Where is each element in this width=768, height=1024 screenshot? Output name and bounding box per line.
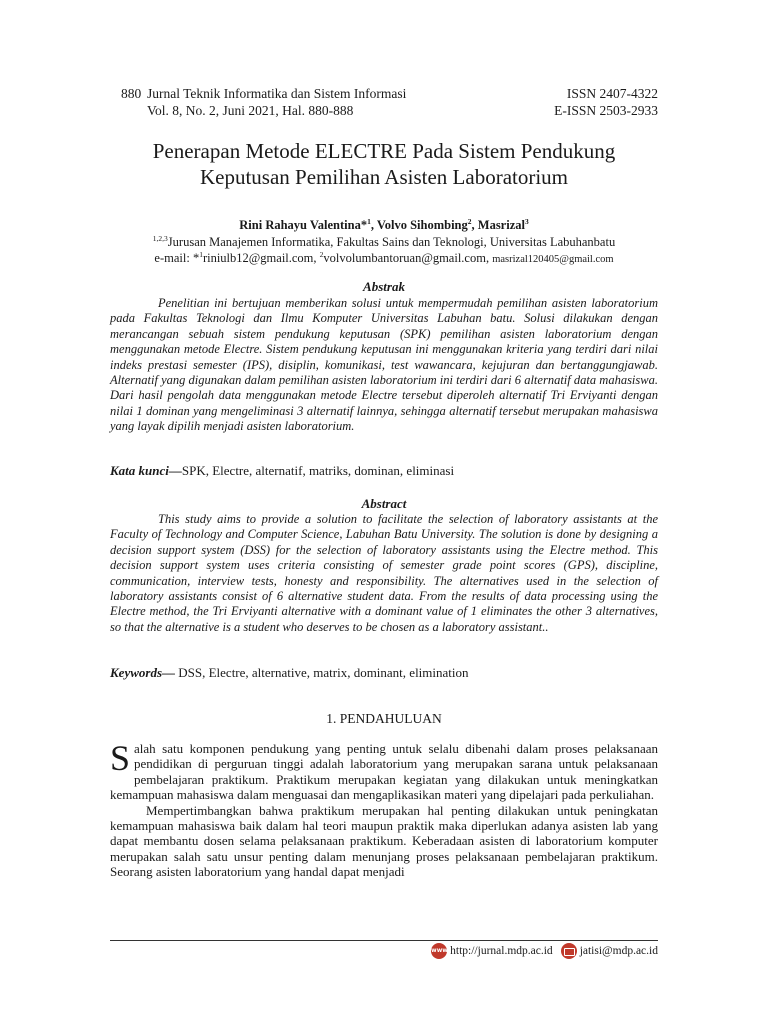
- journal-name: Jurnal Teknik Informatika dan Sistem Informasi: [147, 86, 407, 101]
- www-globe-icon: [431, 943, 447, 959]
- body-text: [110, 738, 658, 880]
- abstract-text: This study aims to provide a solution to facilitate the selection of laboratory assistants at the Faculty of Technology and Computer Science, Labuhan Batu University. The solution is done by designing a decision support system (DSS) for the selection of laboratory assistants using the Electre method. This decision support system uses criteria consisting of semester grade point scores (GPS), discipline, communication, interview tests, honesty and responsibility. The alternatives used in the selection of laboratory assistants consist of 6 alternative student data. From the results of data processing using the Electre method, the Tri Erviyanti alternative with a dominant value of 1 eliminates the other 3 alternatives, so that the alternative is a student who deserves to be chosen as a laboratory assistant..: [110, 512, 658, 634]
- abstrak-heading: Abstrak: [363, 279, 405, 294]
- author-2-sup: 2: [467, 216, 472, 226]
- abstrak-text: Penelitian ini bertujuan memberikan solusi untuk mempermudah pemilihan asisten laboratorium pada Fakultas Teknologi dan Ilmu Komputer Universitas Labuhan batu. Solusi dilakukan dengan merancangan sebuah sistem pendukung keputusan (SPK) pemilihan asisten laboratorium dengan menggunakan metode Electre. Sistem pendukung keputusan ini menggunakan kriteria yang terdiri dari nilai indeks prestasi semester (IPS), disiplin, komunikasi, test wawancara, kejujuran dan bertanggungjawab. Alternatif yang digunakan dalam pemilihan asisten laboratorium ini terdiri dari 6 alternatif data mahasiswa. Dari hasil pengolah data menggunakan metode Electre tersebut diperoleh alternatif Tri Erviyanti dengan nilai 1 dominan yang mengeliminasi 3 alternatif lainnya, sehingga alternatif tersebut merupakan mahasiswa yang layak dipilih menjadi asisten laboratorium.: [110, 296, 658, 434]
- author-3: , Masrizal: [471, 218, 525, 232]
- kata-kunci: [110, 463, 658, 479]
- paragraph-2: Mempertimbangkan bahwa praktikum merupakan hal penting dilakukan untuk peningkatan kemampuan mahasiswa baik dalam hal teori maupun praktik maka diperlukan adanya asisten lab yang dapat membantu dosen selama pelaksanaan praktikum. Keberadaan asisten di laboratorium komputer merupakan salah satu unsur penting dalam menunjang proses pelaksanaan pembelajaran praktikum. Seorang asisten laboratorium yang handal dapat menjadi: [110, 802, 658, 880]
- paper-title: [100, 138, 668, 190]
- author-1-sup: 1: [367, 216, 371, 226]
- email-3: masrizal120405@gmail.com: [492, 254, 614, 265]
- author-2: , Volvo Sihombing: [370, 218, 468, 232]
- affiliation: [100, 235, 668, 250]
- issn: ISSN 2407-4322: [566, 86, 658, 101]
- eissn: E-ISSN 2503-2933: [554, 103, 658, 118]
- title-line-1: Penerapan Metode ELECTRE Pada Sistem Pendukung: [152, 139, 616, 163]
- keywords-label: Keywords: [110, 665, 162, 680]
- email-1-sup: 1: [199, 249, 203, 259]
- email-1: riniulb12@gmail.com,: [202, 251, 320, 265]
- abstract-heading: Abstract: [361, 496, 407, 511]
- author-1: Rini Rahayu Valentina*: [239, 218, 368, 232]
- footer: [431, 943, 658, 959]
- keywords: [110, 665, 658, 681]
- keywords-dash: —: [162, 665, 179, 680]
- email-2-sup: 2: [319, 249, 324, 259]
- section-title-pendahuluan: 1. PENDAHULUAN: [326, 711, 442, 726]
- page-number: 880: [121, 86, 142, 101]
- title-line-2: Keputusan Pemilihan Asisten Laboratorium: [199, 165, 569, 189]
- kata-kunci-label: Kata kunci: [110, 463, 169, 478]
- running-header-left: [121, 85, 406, 119]
- email-2: volvolumbantoruan@gmail.com,: [323, 251, 493, 265]
- paragraph-1-text: alah satu komponen pendukung yang penting untuk selalu dibenahi dalam proses pelaksanaan pendidikan di perguruan tinggi adalah laboratorium yang merupakan sarana untuk pelaksanaan pembelajaran praktikum. Praktikum merupakan kegiatan yang dilakukan untuk meningkatkan kemampuan mahasiswa dalam menguasai dan mengaplikasikan materi yang dipelajari pada perkuliahan.: [110, 741, 658, 803]
- email-prefix: e-mail: *: [154, 251, 200, 265]
- footer-url[interactable]: http://jurnal.mdp.ac.id: [450, 945, 553, 957]
- author-list: [100, 218, 668, 233]
- paragraph-1: [110, 738, 658, 803]
- running-header-right: [554, 85, 658, 119]
- email-line: [90, 251, 678, 266]
- affiliation-text: Jurusan Manajemen Informatika, Fakultas Sains dan Teknologi, Universitas Labuhanbatu: [167, 235, 616, 249]
- drop-cap: S: [110, 738, 131, 778]
- kata-kunci-dash: —: [168, 463, 182, 478]
- keywords-text: DSS, Electre, alternative, matrix, dominant, elimination: [178, 665, 469, 680]
- affiliation-sup: 1,2,3: [152, 233, 168, 243]
- footer-email[interactable]: jatisi@mdp.ac.id: [579, 945, 658, 957]
- volume-info: Vol. 8, No. 2, Juni 2021, Hal. 880-888: [147, 103, 354, 118]
- email-icon: [561, 943, 577, 959]
- kata-kunci-text: SPK, Electre, alternatif, matriks, dominan, eliminasi: [181, 463, 455, 478]
- footer-rule: [110, 940, 658, 941]
- author-3-sup: 3: [524, 216, 529, 226]
